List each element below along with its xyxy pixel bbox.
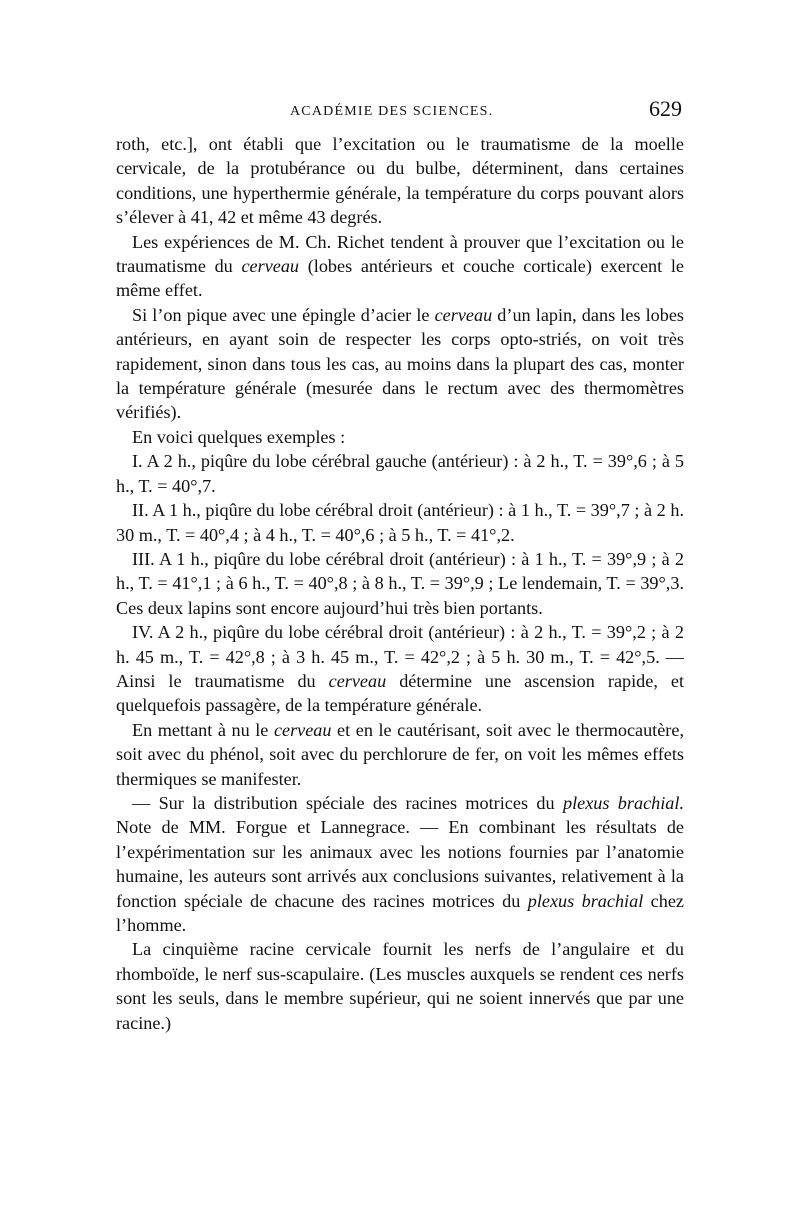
text-segment: Les expériences de M. Ch. Richet tendent à prouver que l’excitation ou le traumatisme du [116, 231, 684, 277]
paragraph-p9 [116, 718, 684, 791]
italic-text: cerveau [434, 304, 493, 325]
text-segment: Si l’on pique avec une épingle d’acier le [132, 304, 435, 325]
paragraph-p7 [116, 547, 684, 620]
text-segment: roth, etc.], ont établi que l’excitation ou le traumatisme de la moelle cervicale, de la protubérance ou du bulbe, déterminent, dans certaines conditions, une hyperthermie générale, la température du corps pouvant alors s’élever à 41, 42 et même 43 degrés. [116, 134, 684, 228]
text-segment: chez l’homme. [116, 890, 684, 935]
running-head: ACADÉMIE DES SCIENCES. [290, 104, 494, 119]
italic-text: cerveau [273, 719, 332, 740]
text-segment: II. A 1 h., piqûre du lobe cérébral droit (antérieur) : à 1 h., T. = 39°,7 ; à 2 h. 30 m., T. = 40°,4 ; à 4 h., T. = 40°,6 ; à 5 h., T. = 41°,2. [116, 500, 684, 545]
text-segment: d’un lapin, dans les lobes antérieurs, en ayant soin de respecter les corps opto-striés, on voit très rapidement, sinon dans tous les cas, au moins dans la plupart des cas, monter la température générale (mesurée dans le rectum avec des thermomètres vérifiés). [116, 304, 684, 423]
text-segment: Note de MM. Forgue et Lannegrace. — En combinant les résultats de l’expérimentation sur les animaux avec les notions fournies par l’anatomie humaine, les auteurs sont arrivés aux conclusions suivantes, relativement à la fonction spéciale de chacune des racines motrices du [116, 817, 684, 911]
paragraph-p11 [116, 937, 684, 1035]
text-segment: et en le cautérisant, soit avec le thermocautère, soit avec du phénol, soit avec du perchlorure de fer, on voit les mêmes effets thermiques se manifester. [116, 719, 684, 789]
paragraph-p6 [116, 498, 684, 547]
body-text [116, 132, 684, 1035]
text-segment: (lobes antérieurs et couche corticale) exercent le même effet. [116, 256, 684, 301]
text-segment: I. A 2 h., piqûre du lobe cérébral gauche (antérieur) : à 2 h., T. = 39°,6 ; à 5 h., T. = 40°,7. [116, 451, 684, 496]
italic-text: cerveau [241, 256, 300, 277]
paragraph-p10 [116, 791, 684, 937]
paragraph-p4 [116, 425, 684, 449]
paragraph-p3 [116, 303, 684, 425]
paragraph-p5 [116, 449, 684, 498]
page-number: 629 [649, 96, 682, 121]
text-segment: En voici quelques exemples : [132, 426, 346, 447]
paragraph-p2 [116, 230, 684, 303]
paragraph-p1 [116, 132, 684, 230]
paragraph-p8 [116, 620, 684, 718]
italic-text: cerveau [328, 670, 387, 691]
text-segment: IV. A 2 h., piqûre du lobe cérébral droit (antérieur) : à 2 h., T. = 39°,2 ; à 2 h. 45 m., T. = 42°,8 ; à 3 h. 45 m., T. = 42°,2 ; à 5 h. 30 m., T. = 42°,5. — Ainsi le traumatisme du [116, 622, 684, 691]
text-segment: — Sur la distribution spéciale des racines motrices du [132, 792, 563, 813]
italic-text: plexus brachial. [562, 792, 684, 813]
italic-text: plexus brachial [527, 890, 644, 911]
text-segment: La cinquième racine cervicale fournit les nerfs de l’angulaire et du rhomboïde, le nerf sus-scapulaire. (Les muscles auxquels se rendent ces nerfs sont les seuls, dans le membre supérieur, qui ne soient innervés que par une racine.) [116, 939, 684, 1033]
text-segment: En mettant à nu le [132, 719, 274, 740]
text-segment: III. A 1 h., piqûre du lobe cérébral droit (antérieur) : à 1 h., T. = 39°,9 ; à 2 h., T. = 41°,1 ; à 6 h., T. = 40°,8 ; à 8 h., T. = 39°,9 ; Le lendemain, T. = 39°,3. Ces deux lapins sont encore aujourd’hui très bien portants. [116, 548, 684, 618]
text-segment: détermine une ascension rapide, et quelquefois passagère, de la température générale. [116, 670, 685, 716]
page-header [0, 96, 800, 132]
